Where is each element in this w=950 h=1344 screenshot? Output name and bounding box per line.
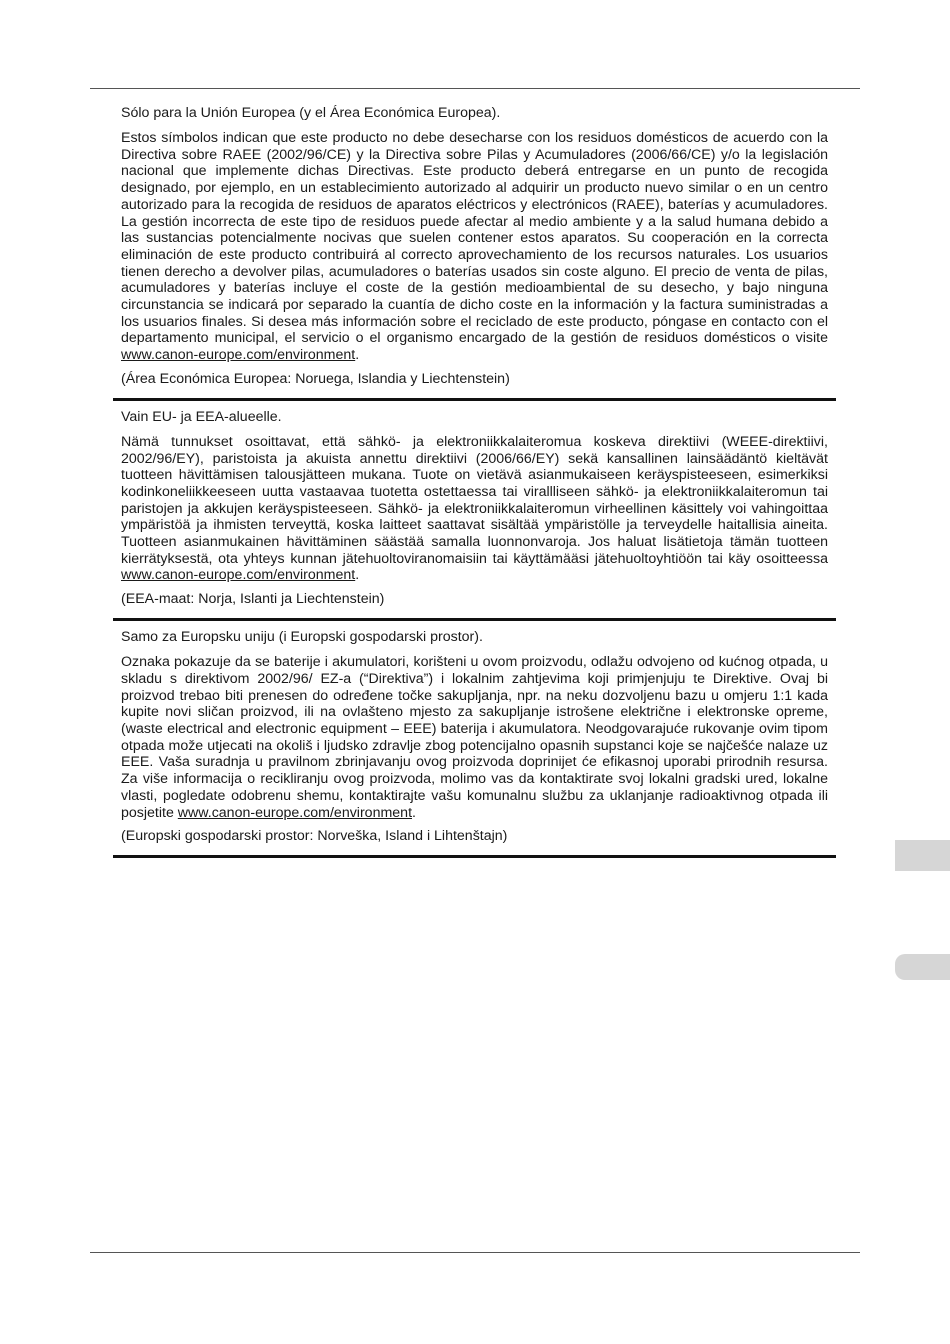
- section-heading: Vain EU- ja EEA-alueelle.: [121, 408, 282, 425]
- section-body-text: Nämä tunnukset osoittavat, että sähkö- ja elektroniikkalaiteromua koskeva direktiivi (WEEE-direktiivi, 2002/96/EY), paristoista ja akuista annettu direktiivi (2006/66/EY) sekä kansallinen lainsäädäntö kieltävät tuotteen hävittämisen talousjätteen mukana. Tuote on vietävä asianmukaiseen keräyspisteeseen, esimerkiksi kodinkoneliikkeeseen uutta vastaavaa tuotetta ostettaessa tai virallliseen sähkö- ja elektroniikkalaiteromun tai paristojen ja akkujen keräyspisteeseen. Sähkö- ja elektroniikkalaiteromun virheellinen käsittely voi vahingoittaa ympäristöä ja ihmisten terveyttä, koska laitteet saattavat sisältää ympäristölle ja terveydelle haitallisia aineita. Tuotteen asianmukainen hävittäminen säästää samalla luonnonvaroja. Jos haluat lisätietoja tämän tuotteen kierrätyksestä, ota yhteys kunnan jätehuoltoviranomaisiin tai käyttämääsi jätehuoltoyhtiöön tai käy osoitteessa: [121, 433, 828, 567]
- section-finnish: [113, 401, 836, 621]
- section-heading: Samo za Europsku uniju (i Europski gospodarski prostor).: [121, 629, 483, 646]
- footer-divider: [90, 1252, 860, 1253]
- environment-link[interactable]: www.canon-europe.com/environment: [121, 347, 356, 364]
- section-croatian: [113, 621, 836, 858]
- section-note: (EEA-maat: Norja, Islanti ja Liechtenstein): [121, 591, 385, 608]
- section-body: [121, 434, 828, 584]
- section-body-text: Estos símbolos indican que este producto no debe desecharse con los residuos domésticos de acuerdo con la Directiva sobre RAEE (2002/96/CE) y la Directiva sobre Pilas y Acumuladores (2006/66/CE) y/o la legislación nacional que implemente dichas Directivas. Este producto deberá entregarse en un punto de recogida designado, por ejemplo, en un establecimiento autorizado al adquirir un producto nuevo similar o en un centro autorizado para la recogida de residuos de aparatos eléctricos y electrónicos (RAEE), baterías y acumuladores. La gestión incorrecta de este tipo de residuos puede afectar al medio ambiente y a la salud humana debido a las sustancias potencialmente nocivas que suelen contener estos aparatos. Su cooperación en la correcta eliminación de este producto contribuirá al correcto aprovechamiento de los recursos naturales. Los usuarios tienen derecho a devolver pilas, acumuladores o baterías usados sin coste alguno. El precio de venta de pilas, acumuladores y baterías incluye el coste de la gestión medioambiental de su desecho, y bajo ninguna circunstancia se indicará por separado la cuantía de dicho coste en la información y la factura suministradas a los usuarios finales. Si desea más información sobre el reciclado de este producto, póngase en contacto con el departamento municipal, el servicio o el organismo encargado de la gestión de residuos domésticos o visite: [121, 130, 828, 347]
- section-spanish: [113, 99, 836, 401]
- section-body: [121, 130, 828, 364]
- side-tab-marker: [895, 954, 950, 980]
- section-heading: Sólo para la Unión Europea (y el Área Económica Europea).: [121, 105, 501, 121]
- section-note: (Área Económica Europea: Noruega, Islandia y Liechtenstein): [121, 370, 510, 387]
- section-body-trail: .: [355, 347, 360, 364]
- section-body: [121, 654, 828, 821]
- side-tab-marker: [895, 840, 950, 871]
- environment-link[interactable]: www.canon-europe.com/environment: [177, 804, 413, 821]
- section-body-trail: .: [355, 567, 360, 584]
- section-body-text: Oznaka pokazuje da se baterije i akumulatori, korišteni u ovom proizvodu, odlažu odvojeno od kućnog otpada, u skladu s direktivom 2002/96/ EZ-a (“Direktiva”) i lokalnim zahtjevima koji primjenjuju te Direktive. Ovaj bi proizvod trebao biti prenesen do određene točke sakupljanja, npr. na neku dozvoljenu bazu u omjeru 1:1 kada kupite novi sličan proizvod, ili na ovlašteno mjesto za sakupljanje istrošene električne i elektronske opreme, (waste electrical and electronic equipment – EEE) baterija i akumulatora. Neodgovarajuće rukovanje ovim tipom otpada može utjecati na okoliš i ljudsko zdravlje zbog potencijalno opasnih supstanci koje se najčešće nalaze uz EEE. Vaša suradnja u pravilnom zbrinjavanju ovog proizvoda doprinijet će efikasnoj uporabi prirodnih resursa. Za više informacija o recikliranju ovog proizvoda, molimo vas da kontaktirate svoj lokalni gradski ured, lokalne vlasti, pogledate odobrenu shemu, kontaktirajte vašu komunalnu službu za uklanjanje radioaktivnog otpada ili posjetite: [121, 654, 828, 821]
- header-divider: [90, 88, 860, 89]
- environment-link[interactable]: www.canon-europe.com/environment: [121, 567, 356, 584]
- section-note: (Europski gospodarski prostor: Norveška, Island i Lihtenštajn): [121, 828, 508, 845]
- document-body: [113, 99, 836, 858]
- section-body-trail: .: [412, 804, 416, 821]
